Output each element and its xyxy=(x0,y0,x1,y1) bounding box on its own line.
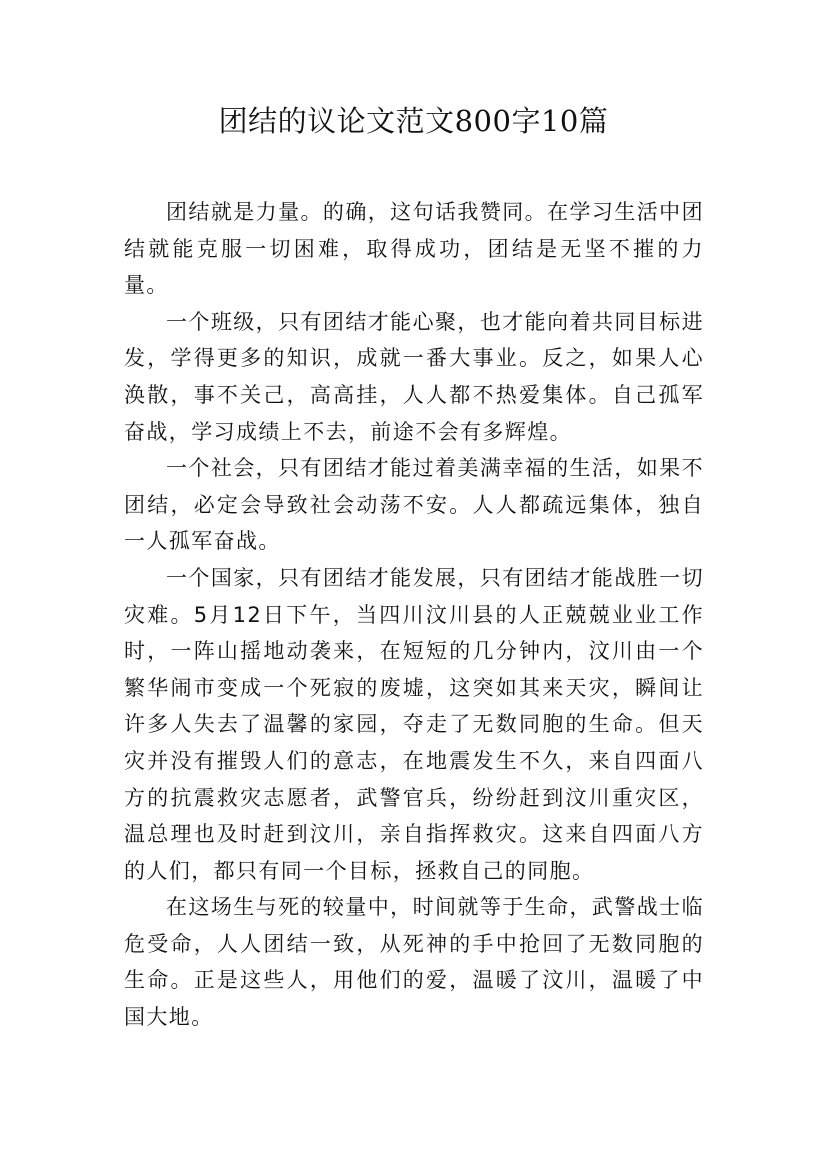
paragraph-2: 一个班级，只有团结才能心聚，也才能向着共同目标进发，学得更多的知识，成就一番大事业。反之，如果人心涣散，事不关己，高高挂，人人都不热爱集体。自己孤军奋战，学习成绩上不去，前途不会有多辉煌。 xyxy=(124,309,704,444)
paragraph-1: 团结就是力量。的确，这句话我赞同。在学习生活中团结就能克服一切困难，取得成功，团结是无坚不摧的力量。 xyxy=(124,200,704,298)
paragraph-3: 一个社会，只有团结才能过着美满幸福的生活，如果不团结，必定会导致社会动荡不安。人人都疏远集体，独自一人孤军奋战。 xyxy=(124,456,704,554)
paragraph-4: 一个国家，只有团结才能发展，只有团结才能战胜一切灾难。5月12日下午，当四川汶川县的人正兢兢业业工作时，一阵山摇地动袭来，在短短的几分钟内，汶川由一个繁华闹市变成一个死寂的废墟，这突如其来天灾，瞬间让许多人失去了温馨的家园，夺走了无数同胞的生命。但天灾并没有摧毁人们的意志，在地震发生不久，来自四面八方的抗震救灾志愿者，武警官兵，纷纷赶到汶川重灾区，温总理也及时赶到汶川，亲自指挥救灾。这来自四面八方的人们，都只有同一个目标，拯救自己的同胞。 xyxy=(124,565,704,883)
document-body xyxy=(124,194,704,1036)
document-title: 团结的议论文范文800字10篇 xyxy=(218,104,609,138)
paragraph-5: 在这场生与死的较量中，时间就等于生命，武警战士临危受命，人人团结一致，从死神的手中抢回了无数同胞的生命。正是这些人，用他们的爱，温暖了汶川，温暖了中国大地。 xyxy=(124,895,704,1030)
